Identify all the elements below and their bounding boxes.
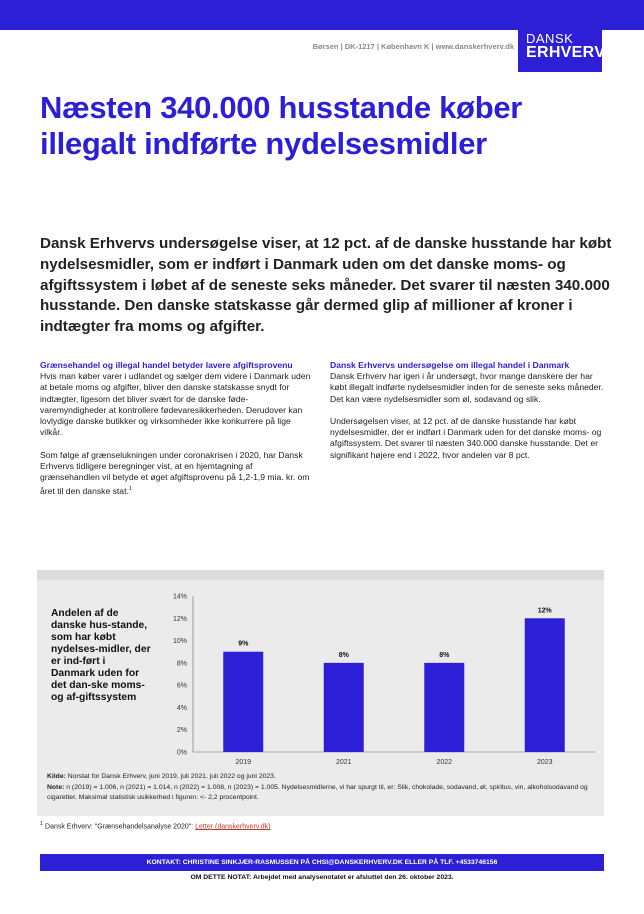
- chart-source: [47, 772, 597, 783]
- right-column-heading: Dansk Erhvervs undersøgelse om illegal handel i Danmark: [330, 360, 570, 370]
- logo-line1: DANSK: [526, 31, 574, 46]
- data-label-2021: 8%: [338, 651, 349, 659]
- right-column-paragraph-1: Dansk Erhverv har igen i år undersøgt, hvor mange danskere der har købt illegalt indførte nydelsesmidler inden for de seneste seks måneder. Det kan være nydelsesmidler som øl, sodavand og slik.: [330, 371, 604, 404]
- data-label-2019: 9%: [238, 640, 249, 648]
- logo-line2: ERHVERV: [526, 44, 606, 61]
- footnote: [40, 821, 271, 830]
- right-column: [330, 360, 604, 472]
- footnote-link[interactable]: Letter (danskerhverv.dk): [195, 823, 271, 831]
- footnote-number: 1: [40, 821, 44, 827]
- bar-2022: [424, 663, 464, 752]
- bar-2023: [525, 618, 565, 752]
- data-label-2022: 8%: [439, 651, 450, 659]
- chart-label: Andelen af de danske hus-stande, som har købt nydelses-midler, der er ind-ført i Danmark uden for det dan-ske moms- og af-giftssystem: [51, 608, 151, 703]
- y-tick-label: 6%: [176, 682, 187, 690]
- y-tick-label: 12%: [172, 615, 187, 623]
- x-tick-label: 2021: [335, 759, 352, 766]
- y-tick-label: 10%: [172, 638, 187, 646]
- chart-source-label: Kilde:: [47, 773, 66, 780]
- chart-source-text: Norstat for Dansk Erhverv, juni 2019, juli 2021, juli 2022 og juni 2023.: [67, 773, 276, 780]
- header-meta: Børsen | DK-1217 | København K | www.danskerhverv.dk: [312, 42, 514, 51]
- right-column-paragraph-2: Undersøgelsen viser, at 12 pct. af de danske husstande har købt nydelsesmidler, der er indført i Danmark uden for det danske moms- og afgiftssystem. Det svarer til næsten 340.000 danske husstande. Det er signifikant højere end i 2022, hvor andelen var 8 pct.: [330, 415, 602, 460]
- chart-box: [37, 570, 604, 816]
- data-label-2023: 12%: [537, 607, 552, 615]
- bar-chart: [157, 588, 597, 770]
- left-column-paragraph-1: Hvis man køber varer i udlandet og sælger dem videre i Danmark uden at betale moms og afgifter, bliver den danske statskasse snydt for indtægter, ligesom det bliver svært for de danske føde-varemyndigheder at kontrollere fødevaresikkerheden. Derudover kan lovlydige danske butikker og virksomheder ikke konkurrere på lige vilkår.: [40, 371, 311, 438]
- chart-note: [47, 783, 597, 804]
- lead-paragraph: Dansk Erhvervs undersøgelse viser, at 12 pct. af de danske husstande har købt nydelsesmidler, som er indført i Danmark uden om det danske moms- og afgiftssystem i løbet af de seneste seks måneder. Det svarer til næsten 340.000 husstande. Den danske statskasse går dermed glip af millioner af kroner i indtægter fra moms og afgifter.: [40, 235, 612, 336]
- x-tick-label: 2023: [536, 759, 553, 766]
- left-column: [40, 360, 314, 508]
- left-column-paragraph-2: [40, 450, 314, 497]
- left-column-paragraph-2-text: Som følge af grænselukningen under coronakrisen i 2020, har Dansk Erhvervs tidligere beregninger vist, at en hjemtagning af grænsehandlen vil betyde et øget afgiftsprovenu på 1,2-1,9 mia. kr. om året til den danske stat.: [40, 449, 310, 496]
- y-tick-label: 0%: [176, 749, 187, 757]
- y-tick-label: 14%: [172, 593, 187, 601]
- chart-notes: [47, 772, 597, 804]
- chart-top-strip: [37, 570, 604, 580]
- chart-note-text: n (2019) = 1.006, n (2021) = 1.014, n (2022) = 1.008, n (2023) = 1.005. Nydelsesmidlerne, vi har spurgt til, er: Slik, chokolade, sodavand, øl, spiritus, vin, alkoholsodavand og cigaretter. Maksimal statistisk usikkerhed i figuren: <- 2,2 procentpoint.: [47, 783, 588, 801]
- footnote-reference[interactable]: 1: [128, 485, 132, 492]
- x-tick-label: 2022: [436, 759, 453, 766]
- page-title: Næsten 340.000 husstande køber illegalt indførte nydelsesmidler: [40, 90, 523, 161]
- chart-note-label: Note:: [47, 783, 65, 791]
- bar-2021: [324, 663, 364, 752]
- y-tick-label: 2%: [176, 727, 187, 735]
- footnote-text: Dansk Erhverv: "Grænsehandelsanalyse 2020":: [45, 823, 194, 831]
- x-tick-label: 2019: [235, 759, 252, 766]
- contact-bar[interactable]: KONTAKT: CHRISTINE SINKJÆR-RASMUSSEN PÅ CHSI@DANSKERHVERV.DK ELLER PÅ TLF. +4533746156: [40, 854, 604, 871]
- dansk-erhverv-logo[interactable]: [518, 0, 606, 72]
- y-tick-label: 8%: [176, 660, 187, 668]
- y-tick-label: 4%: [176, 704, 187, 712]
- left-column-heading: Grænsehandel og illegal handel betyder lavere afgiftsprovenu: [40, 360, 293, 370]
- about-note: OM DETTE NOTAT: Arbejdet med analysenotatet er afsluttet den 26. oktober 2023.: [190, 874, 454, 881]
- bar-2019: [223, 652, 263, 752]
